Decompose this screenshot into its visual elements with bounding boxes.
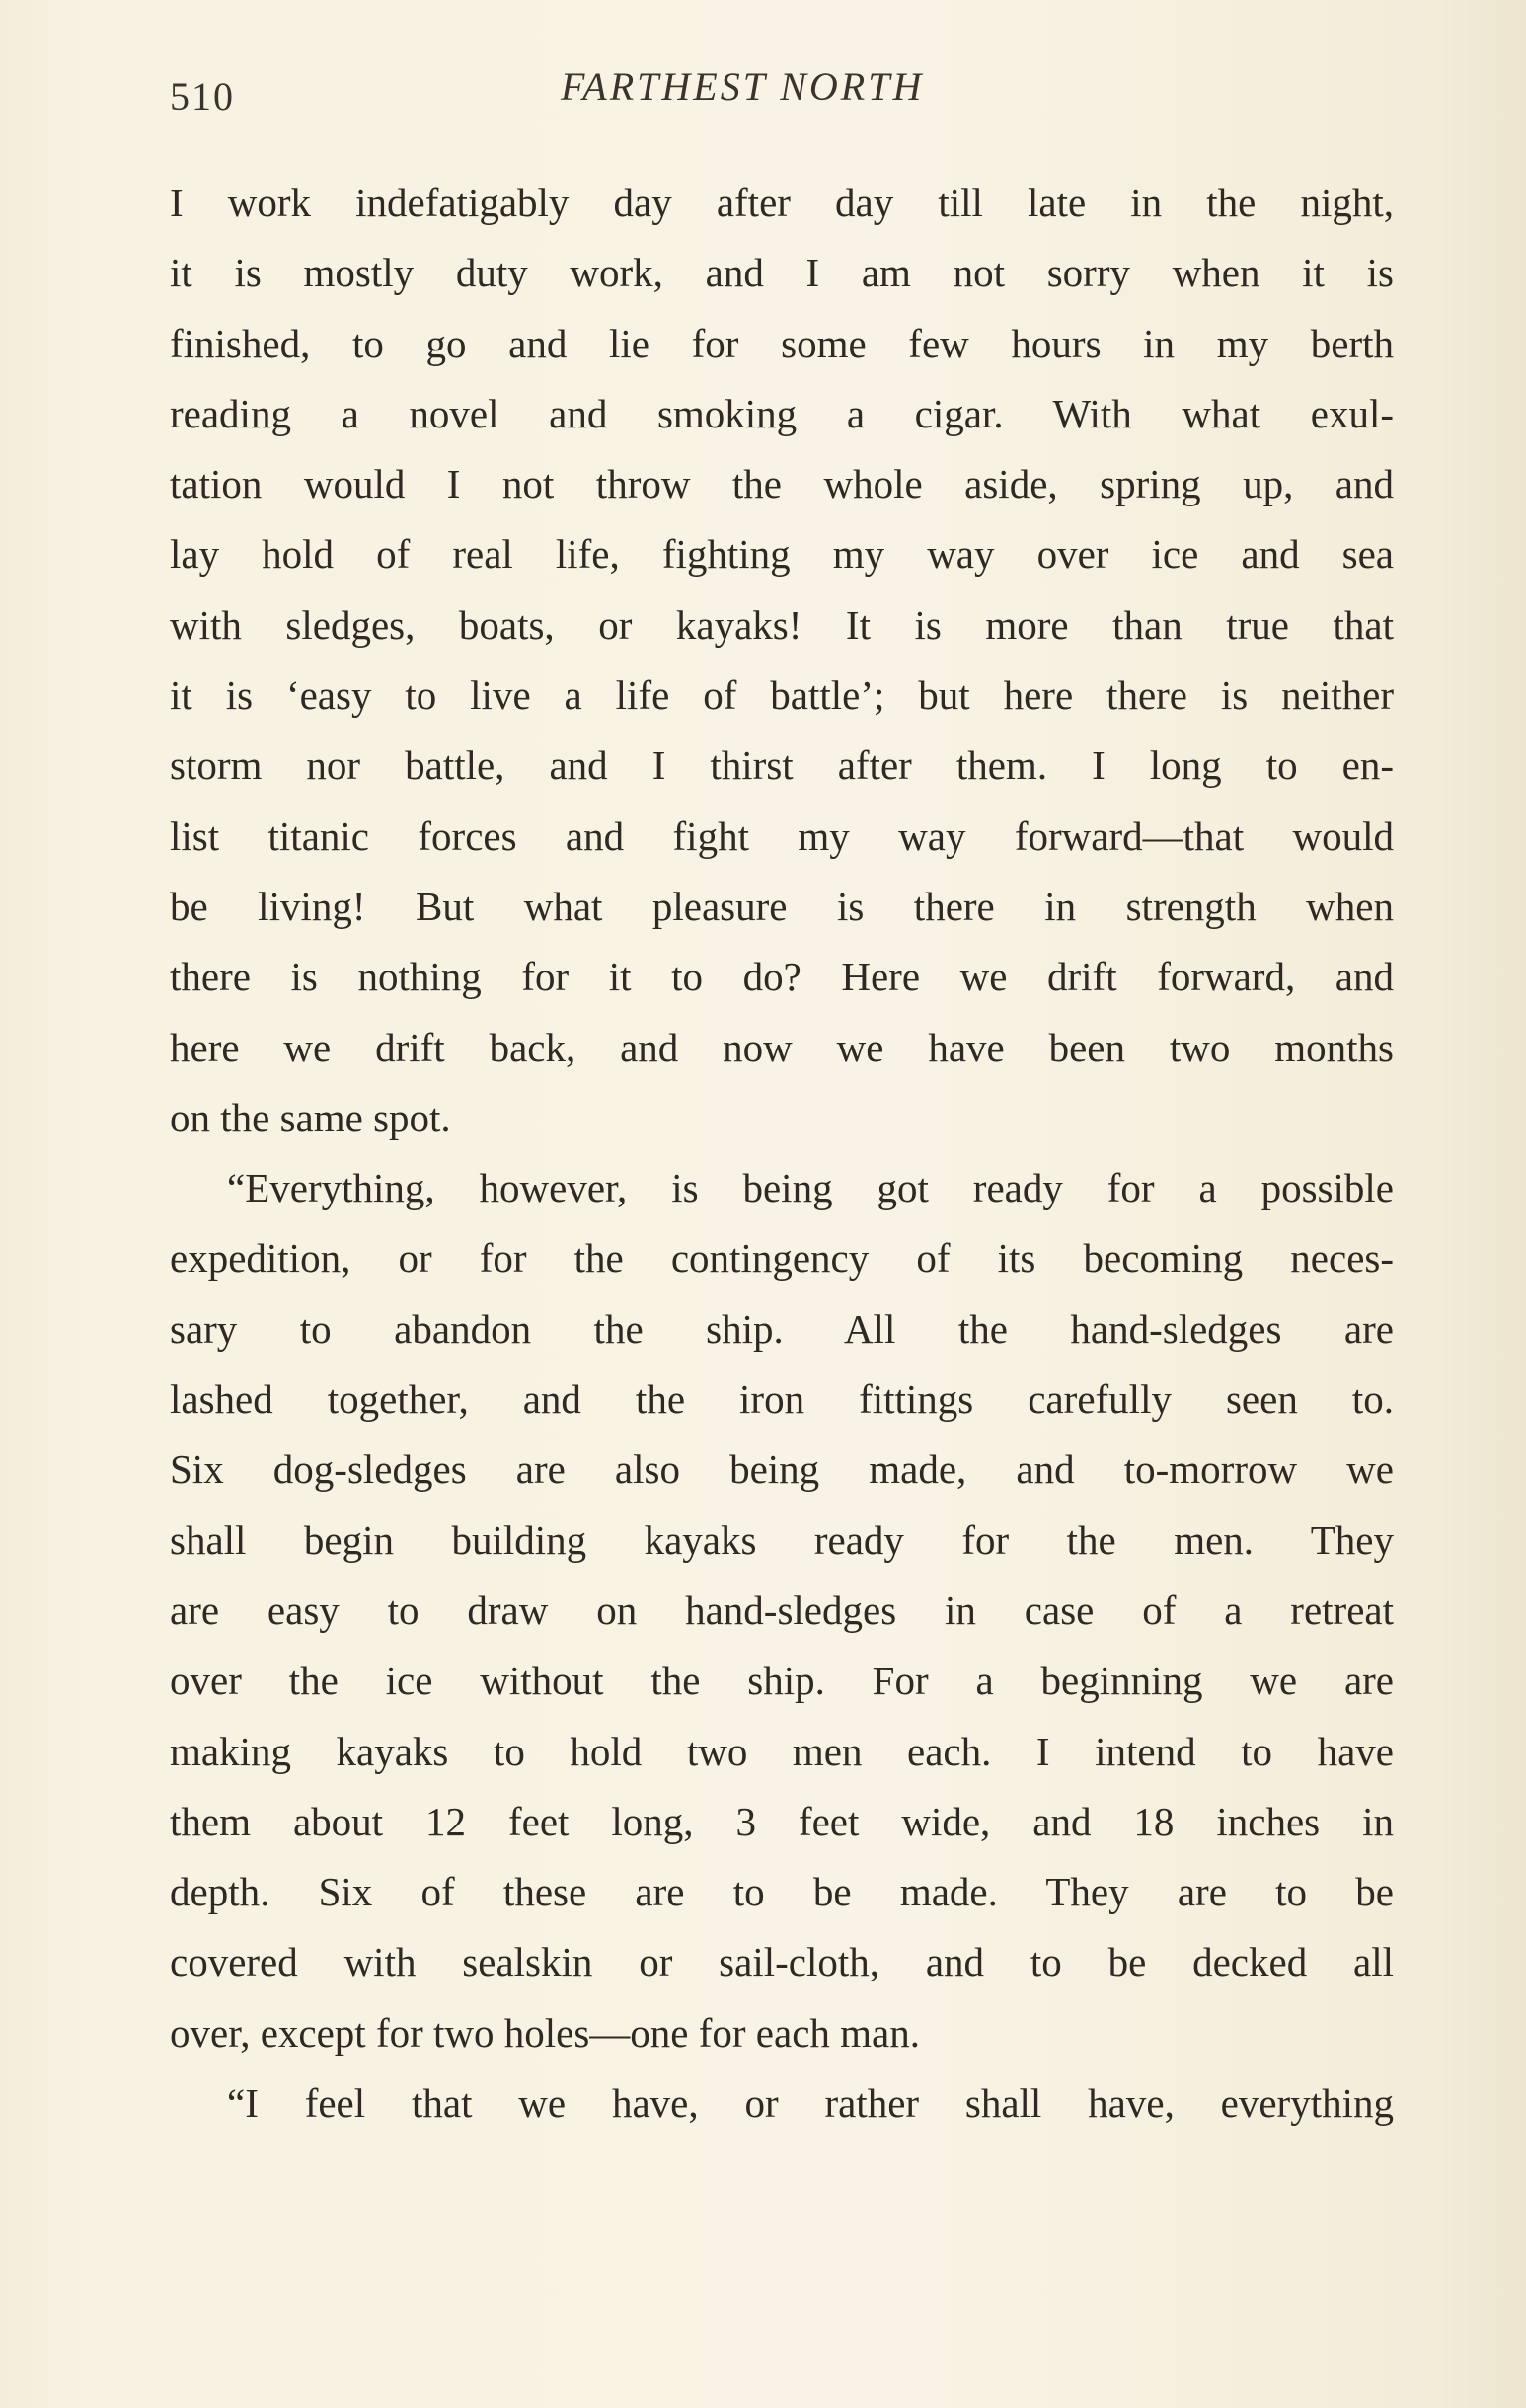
text-line: storm nor battle, and I thirst after them. I long to en- xyxy=(170,742,1394,789)
text-line: I work indefatigably day after day till late in the night, xyxy=(170,180,1394,225)
text-line: depth. Six of these are to be made. They are to be xyxy=(170,1869,1394,1915)
text-line: here we drift back, and now we have been two months xyxy=(170,1024,1394,1070)
text-line: shall begin building kayaks ready for the men. They xyxy=(170,1516,1394,1563)
text-line: reading a novel and smoking a cigar. With what exul- xyxy=(170,390,1394,436)
text-line: finished, to go and lie for some few hours in my berth xyxy=(170,320,1394,366)
text-line: “I feel that we have, or rather shall have, everything xyxy=(227,2080,1394,2127)
text-line: with sledges, boats, or kayaks! It is more than true that xyxy=(170,601,1394,648)
text-line: lay hold of real life, fighting my way over ice and sea xyxy=(170,531,1394,578)
page-number: 510 xyxy=(170,74,235,118)
text-line: expedition, or for the contingency of its becoming neces- xyxy=(170,1235,1394,1282)
text-line: making kayaks to hold two men each. I intend to have xyxy=(170,1728,1394,1774)
text-line: on the same spot. xyxy=(170,1094,451,1140)
text-line: Six dog-sledges are also being made, and to-morrow we xyxy=(170,1446,1394,1493)
text-line: lashed together, and the iron fittings carefully seen to. xyxy=(170,1376,1394,1423)
text-line: covered with sealskin or sail-cloth, and to be decked all xyxy=(170,1939,1394,1985)
text-line: them about 12 feet long, 3 feet wide, and 18 inches in xyxy=(170,1798,1394,1844)
text-line: be living! But what pleasure is there in strength when xyxy=(170,883,1394,929)
text-line: are easy to draw on hand-sledges in case of a retreat xyxy=(170,1587,1394,1633)
text-line: it is ‘easy to live a life of battle’; but here there is neither xyxy=(170,672,1394,719)
text-line: list titanic forces and fight my way forward—that would xyxy=(170,813,1394,859)
page-header xyxy=(170,63,1394,122)
text-line: sary to abandon the ship. All the hand-sledges are xyxy=(170,1305,1394,1352)
body-text xyxy=(170,168,1394,2138)
text-line: “Everything, however, is being got ready for a possible xyxy=(227,1165,1394,1211)
text-line: over the ice without the ship. For a beginning we are xyxy=(170,1658,1394,1704)
text-line: tation would I not throw the whole aside, spring up, and xyxy=(170,461,1394,507)
text-line: over, except for two holes—one for each man. xyxy=(170,2009,920,2056)
text-line: there is nothing for it to do? Here we drift forward, and xyxy=(170,954,1394,1000)
text-line: it is mostly duty work, and I am not sorry when it is xyxy=(170,250,1394,296)
running-head: FARTHEST NORTH xyxy=(561,64,925,109)
